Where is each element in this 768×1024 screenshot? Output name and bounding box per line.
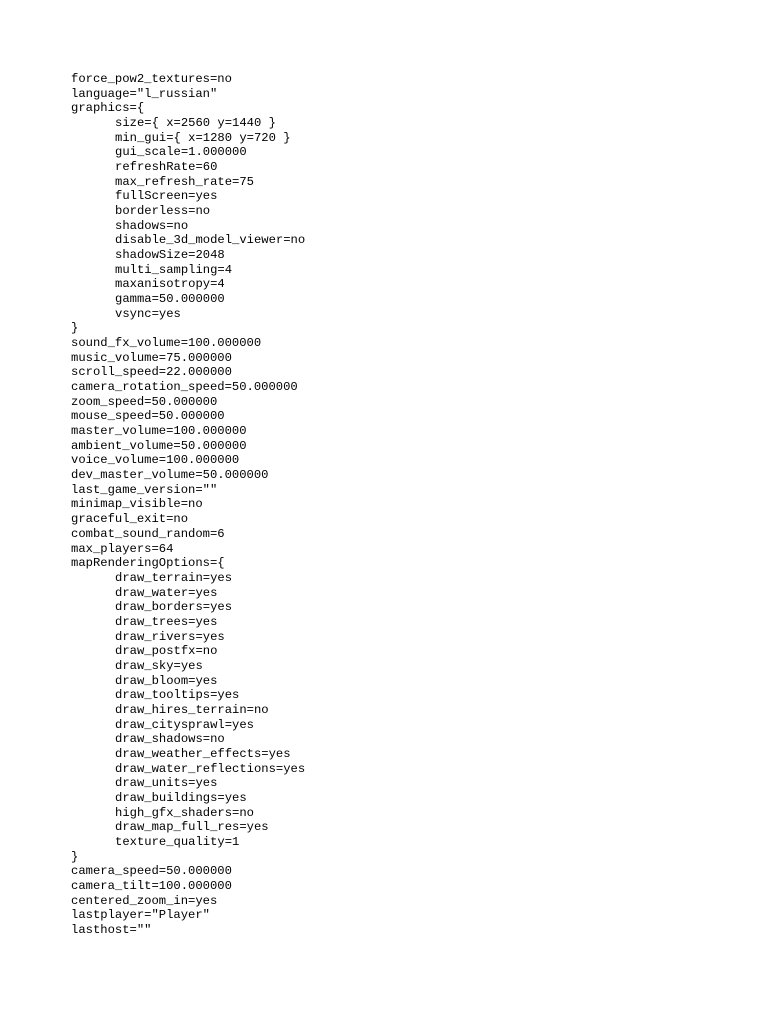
config-line: lasthost="": [71, 922, 152, 937]
config-line: last_game_version="": [71, 482, 218, 497]
config-line: zoom_speed=50.000000: [71, 394, 218, 409]
config-line: music_volume=75.000000: [71, 350, 232, 365]
config-line: draw_buildings=yes: [115, 790, 247, 805]
config-line: maxanisotropy=4: [115, 277, 225, 292]
config-file-text: [71, 72, 305, 938]
config-line: gui_scale=1.000000: [115, 145, 247, 160]
config-line: high_gfx_shaders=no: [115, 805, 254, 820]
config-line: borderless=no: [115, 204, 211, 219]
config-line: size={ x=2560 y=1440 }: [115, 116, 276, 131]
config-line: force_pow2_textures=no: [71, 72, 232, 86]
config-line: draw_citysprawl=yes: [115, 717, 254, 732]
config-line: vsync=yes: [115, 306, 181, 321]
config-line: camera_rotation_speed=50.000000: [71, 380, 298, 395]
config-line: master_volume=100.000000: [71, 424, 247, 439]
config-line: voice_volume=100.000000: [71, 453, 240, 468]
config-line: lastplayer="Player": [71, 908, 210, 923]
config-line: draw_shadows=no: [115, 732, 225, 747]
config-line: fullScreen=yes: [115, 189, 218, 204]
config-line: min_gui={ x=1280 y=720 }: [115, 130, 291, 145]
config-line: draw_sky=yes: [115, 658, 203, 673]
config-line: gamma=50.000000: [115, 292, 225, 307]
config-line: draw_trees=yes: [115, 614, 218, 629]
config-line: graphics={: [71, 101, 145, 116]
config-line: dev_master_volume=50.000000: [71, 468, 269, 483]
config-line: draw_water=yes: [115, 585, 218, 600]
config-line: shadows=no: [115, 218, 189, 233]
config-line: shadowSize=2048: [115, 248, 225, 263]
config-line: max_players=64: [71, 541, 174, 556]
config-line: draw_tooltips=yes: [115, 688, 240, 703]
config-line: mouse_speed=50.000000: [71, 409, 225, 424]
config-line: refreshRate=60: [115, 160, 218, 175]
config-line: }: [71, 321, 79, 336]
config-line: ambient_volume=50.000000: [71, 438, 247, 453]
config-line: draw_map_full_res=yes: [115, 820, 269, 835]
config-line: disable_3d_model_viewer=no: [115, 233, 306, 248]
config-line: max_refresh_rate=75: [115, 174, 254, 189]
config-line: centered_zoom_in=yes: [71, 893, 218, 908]
config-line: multi_sampling=4: [115, 262, 233, 277]
config-line: graceful_exit=no: [71, 512, 189, 527]
config-line: scroll_speed=22.000000: [71, 365, 232, 380]
config-line: mapRenderingOptions={: [71, 556, 225, 571]
config-line: combat_sound_random=6: [71, 526, 225, 541]
config-line: draw_rivers=yes: [115, 629, 225, 644]
config-line: draw_borders=yes: [115, 600, 233, 615]
config-line: draw_postfx=no: [115, 644, 218, 659]
config-line: texture_quality=1: [115, 834, 240, 849]
config-line: draw_bloom=yes: [115, 673, 218, 688]
config-line: draw_terrain=yes: [115, 570, 233, 585]
config-line: }: [71, 849, 79, 864]
config-line: draw_hires_terrain=no: [115, 702, 269, 717]
config-line: draw_water_reflections=yes: [115, 761, 306, 776]
config-line: language="l_russian": [71, 86, 218, 101]
config-line: draw_weather_effects=yes: [115, 746, 291, 761]
config-line: draw_units=yes: [115, 776, 218, 791]
config-line: camera_tilt=100.000000: [71, 878, 232, 893]
config-line: camera_speed=50.000000: [71, 864, 232, 879]
config-line: sound_fx_volume=100.000000: [71, 336, 262, 351]
config-line: minimap_visible=no: [71, 497, 203, 512]
